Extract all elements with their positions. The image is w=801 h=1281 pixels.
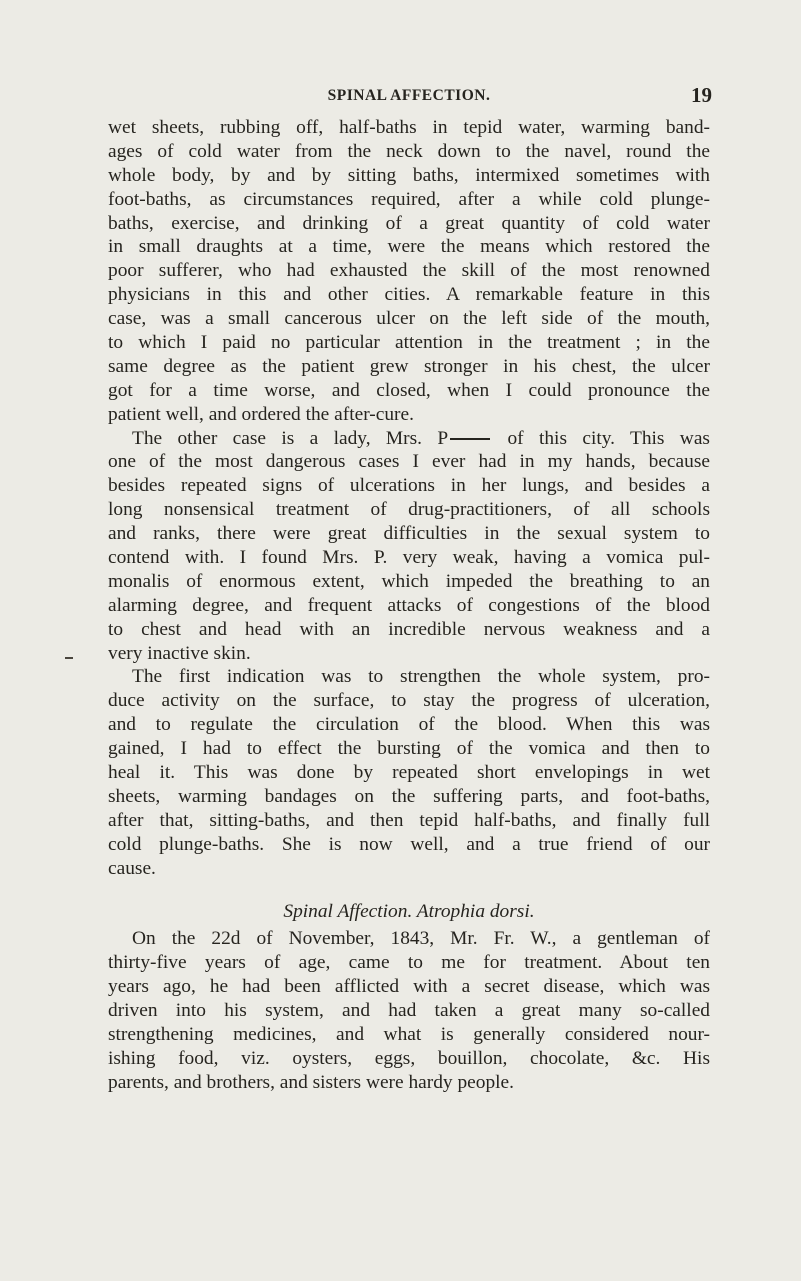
text-line: very inactive skin. [108, 642, 251, 664]
paragraph-3 [108, 665, 710, 880]
paragraph-4 [108, 927, 710, 1094]
text-line: ages of cold water from the neck down to the navel, round the [108, 140, 710, 162]
text-line: same degree as the patient grew stronger in his chest, the ulcer [108, 355, 710, 377]
text-line: got for a time worse, and closed, when I could pronounce the [108, 379, 710, 401]
text-line: baths, exercise, and drinking of a great quantity of cold water [108, 212, 710, 234]
text-line: cause. [108, 857, 156, 879]
margin-mark [65, 657, 73, 659]
text-line: foot-baths, as circumstances required, after a while cold plunge- [108, 188, 710, 210]
text-line: The first indication was to strengthen the whole system, pro- [132, 666, 710, 688]
text-line: and to regulate the circulation of the blood. When this was [108, 714, 710, 736]
text-line: long nonsensical treatment of drug-practitioners, of all schools [108, 499, 710, 521]
text-line: besides repeated signs of ulcerations in her lungs, and besides a [108, 475, 710, 497]
text-line [108, 427, 710, 451]
text-line: cold plunge-baths. She is now well, and a true friend of our [108, 833, 710, 855]
page-number: 19 [691, 83, 712, 107]
paragraph-1 [108, 116, 710, 427]
text-line: contend with. I found Mrs. P. very weak, having a vomica pul- [108, 547, 710, 569]
text-line: alarming degree, and frequent attacks of congestions of the blood [108, 594, 710, 616]
text-line: in small draughts at a time, were the means which restored the [108, 236, 710, 258]
paragraph-2 [108, 427, 710, 666]
running-head [108, 83, 712, 111]
text-line: years ago, he had been afflicted with a secret disease, which was [108, 976, 710, 998]
text-line: to chest and head with an incredible nervous weakness and a [108, 618, 710, 640]
section-heading: Spinal Affection. Atrophia dorsi. [283, 900, 535, 922]
body-text [108, 116, 710, 1095]
text-line: and ranks, there were great difficulties in the sexual system to [108, 523, 710, 545]
text-line: On the 22d of November, 1843, Mr. Fr. W., a gentleman of [132, 928, 710, 950]
text-line: parents, and brothers, and sisters were hardy people. [108, 1071, 514, 1093]
text-line: gained, I had to effect the bursting of the vomica and then to [108, 738, 710, 760]
text-line: poor sufferer, who had exhausted the skill of the most renowned [108, 260, 710, 282]
text-line: one of the most dangerous cases I ever had in my hands, because [108, 451, 710, 473]
text-line: ishing food, viz. oysters, eggs, bouillon, chocolate, &c. His [108, 1047, 710, 1069]
text-line: to which I paid no particular attention in the treatment ; in the [108, 332, 710, 354]
text-line: monalis of enormous extent, which impeded the breathing to an [108, 570, 710, 592]
text-line: wet sheets, rubbing off, half-baths in tepid water, warming band- [108, 117, 710, 138]
text-line: patient well, and ordered the after-cure. [108, 403, 414, 425]
text-fragment: The other case is a lady, Mrs. P [132, 427, 449, 449]
text-line: strengthening medicines, and what is generally considered nour- [108, 1023, 710, 1045]
text-line: whole body, by and by sitting baths, intermixed sometimes with [108, 164, 710, 186]
text-line: case, was a small cancerous ulcer on the left side of the mouth, [108, 308, 710, 330]
text-line: driven into his system, and had taken a great many so-called [108, 1000, 710, 1022]
text-line: after that, sitting-baths, and then tepid half-baths, and finally full [108, 809, 710, 831]
name-dash [450, 438, 490, 440]
text-line: physicians in this and other cities. A remarkable feature in this [108, 284, 710, 306]
text-line: sheets, warming bandages on the suffering parts, and foot-baths, [108, 785, 710, 807]
text-fragment: of this city. This was [507, 427, 710, 449]
text-line: thirty-five years of age, came to me for treatment. About ten [108, 952, 710, 974]
text-line: heal it. This was done by repeated short envelopings in wet [108, 762, 710, 784]
running-title: SPINAL AFFECTION. [327, 87, 491, 104]
text-line: duce activity on the surface, to stay the progress of ulceration, [108, 690, 710, 712]
